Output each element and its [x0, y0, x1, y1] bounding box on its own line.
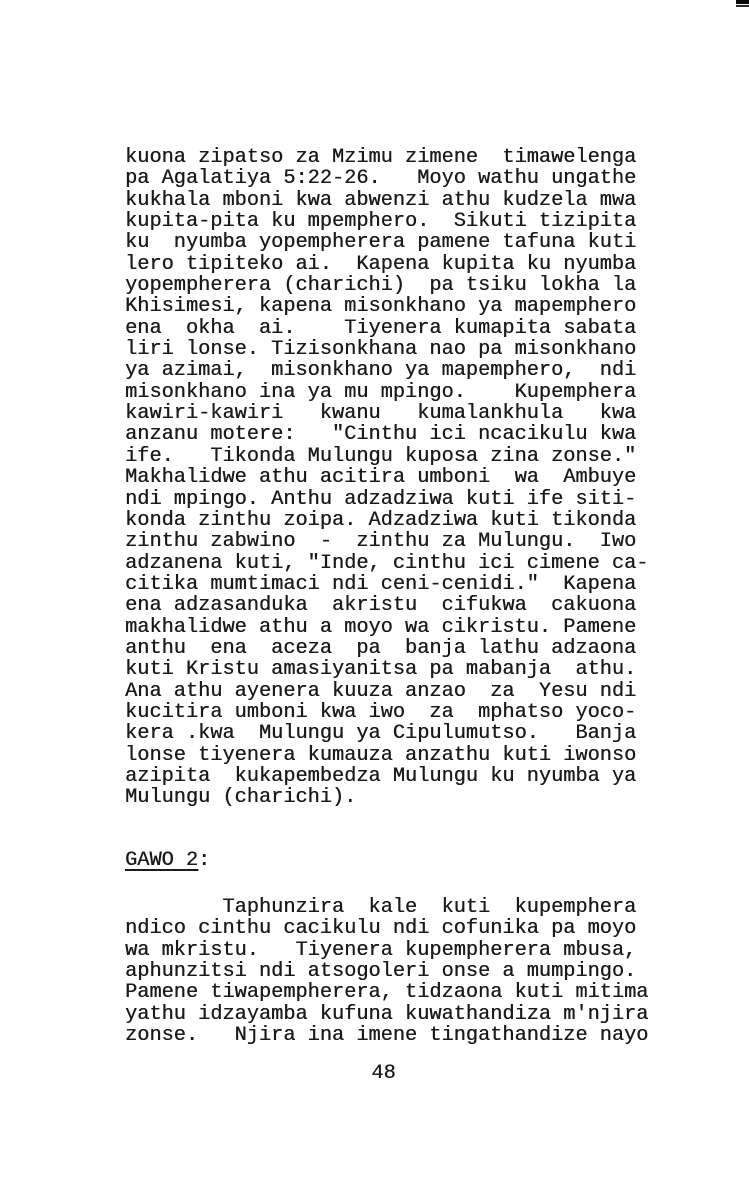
text-line: kupita-pita ku mpemphero. Sikuti tizipita [125, 210, 637, 234]
text-line: adzanena kuti, "Inde, cinthu ici cimene ca- [125, 551, 649, 575]
scan-artifact-corner-mark [736, 0, 749, 7]
text-line: anthu ena aceza pa banja lathu adzaona [125, 636, 637, 660]
paragraph-1 [125, 147, 648, 809]
text-line: azipita kukapembedza Mulungu ku nyumba ya [125, 764, 637, 788]
text-line: wa mkristu. Tiyenera kupempherera mbusa, [125, 938, 637, 962]
text-line: lonse tiyenera kumauza anzathu kuti iwonso [125, 743, 637, 767]
text-line: Mulungu (charichi). [125, 786, 357, 810]
text-line: citika mumtimaci ndi ceni-cenidi." Kapena [125, 572, 637, 596]
text-line: anzanu motere: "Cinthu ici ncacikulu kwa [125, 423, 637, 447]
text-line: yopempherera (charichi) pa tsiku lokha la [125, 274, 637, 298]
text-line: liri lonse. Tizisonkhana nao pa misonkhano [125, 338, 637, 362]
text-line: ku nyumba yopempherera pamene tafuna kuti [125, 231, 637, 255]
text-line: kera .kwa Mulungu ya Cipulumutso. Banja [125, 722, 637, 746]
text-line: Makhalidwe athu acitira umboni wa Ambuye [125, 466, 637, 490]
text-line: konda zinthu zoipa. Adzadziwa kuti tikonda [125, 508, 637, 532]
section-heading-title: GAWO 2 [125, 848, 199, 872]
text-line: makhalidwe athu a moyo wa cikristu. Pamene [125, 615, 637, 639]
text-line: Taphunzira kale kuti kupemphera [125, 896, 637, 919]
section-heading [125, 850, 648, 871]
page-number: 48 [371, 1062, 396, 1085]
text-line: Khisimesi, kapena misonkhano ya mapemphero [125, 295, 637, 319]
text-line: misonkhano ina ya mu mpingo. Kupemphera [125, 380, 637, 404]
text-line: kuti Kristu amasiyanitsa pa mabanja athu. [125, 658, 637, 682]
paragraph-2 [125, 897, 648, 1046]
text-line: pa Agalatiya 5:22-26. Moyo wathu ungathe [125, 167, 637, 191]
text-line: kukhala mboni kwa abwenzi athu kudzela mwa [125, 188, 637, 212]
text-line: kuona zipatso za Mzimu zimene timawelenga [125, 146, 637, 169]
text-line: kucitira umboni kwa iwo za mphatso yoco- [125, 700, 637, 724]
text-block [125, 147, 648, 1046]
text-line: yathu idzayamba kufuna kuwathandiza m'njira [125, 1002, 649, 1026]
text-line: ife. Tikonda Mulungu kuposa zina zonse." [125, 444, 637, 468]
text-line: ena okha ai. Tiyenera kumapita sabata [125, 316, 637, 340]
text-line: ndico cinthu cacikulu ndi cofunika pa moyo [125, 917, 637, 941]
text-line: zonse. Njira ina imene tingathandize nayo [125, 1024, 649, 1048]
text-line: ndi mpingo. Anthu adzadziwa kuti ife siti- [125, 487, 637, 511]
text-line: Ana athu ayenera kuuza anzao za Yesu ndi [125, 679, 637, 703]
text-line: kawiri-kawiri kwanu kumalankhula kwa [125, 402, 637, 426]
text-line: lero tipiteko ai. Kapena kupita ku nyumba [125, 252, 637, 276]
text-line: zinthu zabwino - zinthu za Mulungu. Iwo [125, 530, 637, 554]
section-heading-colon: : [198, 848, 211, 872]
text-line: Pamene tiwapempherera, tidzaona kuti mitima [125, 981, 649, 1005]
text-line: ya azimai, misonkhano ya mapemphero, ndi [125, 359, 637, 383]
text-line: ena adzasanduka akristu cifukwa cakuona [125, 594, 637, 618]
text-line: aphunzitsi ndi atsogoleri onse a mumpingo. [125, 960, 637, 984]
